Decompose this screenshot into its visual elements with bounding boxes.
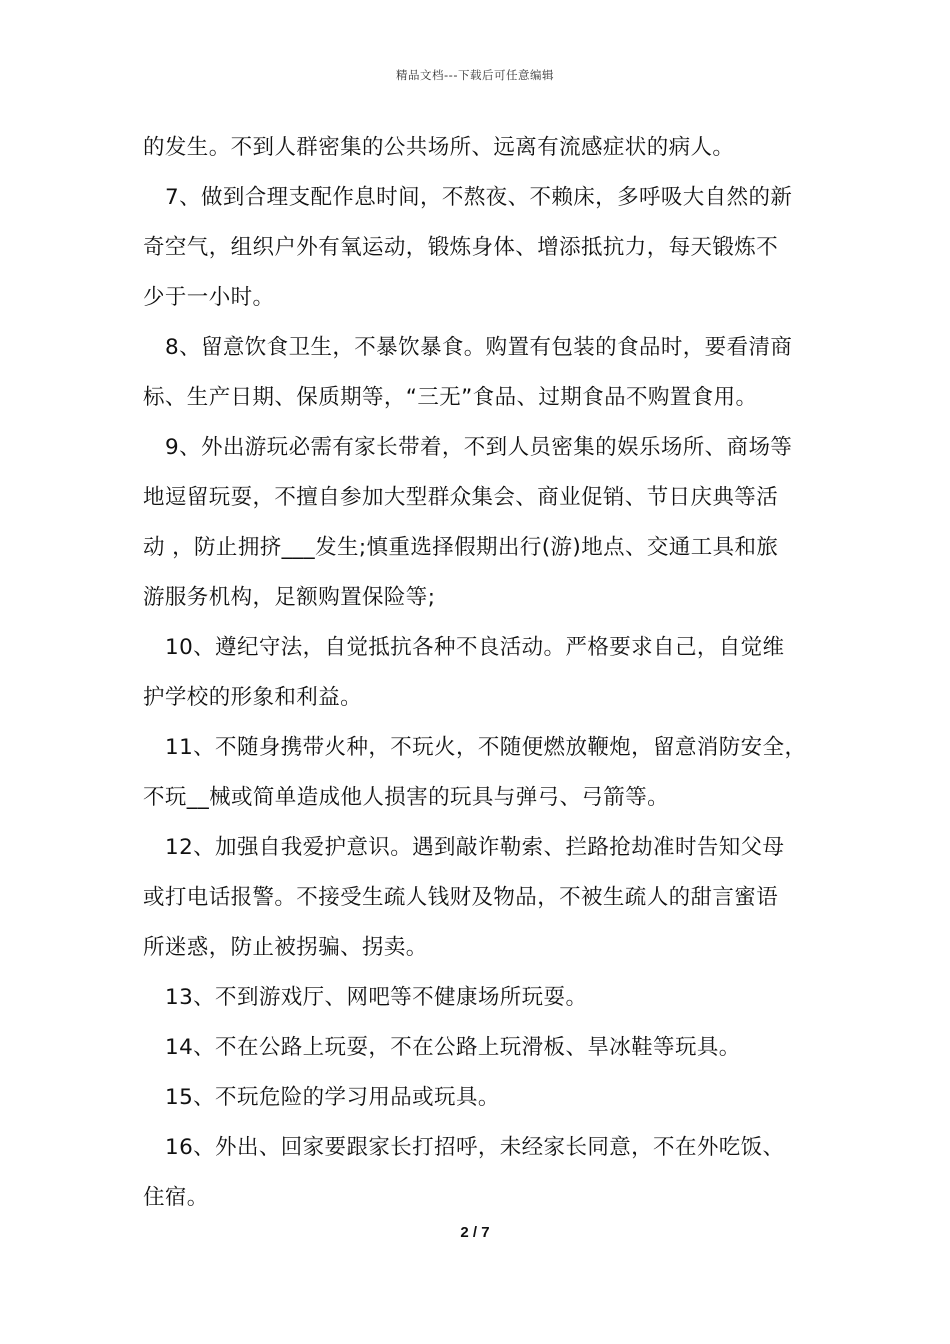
item-11-line-2: 不玩__械或简单造成他人损害的玩具与弹弓、弓箭等。	[143, 785, 670, 810]
item-16-line-2: 住宿。	[143, 1185, 209, 1210]
page-header: 精品文档---下载后可任意编辑	[396, 68, 554, 82]
item-9-line-4: 游服务机构，足额购置保险等;	[143, 585, 436, 610]
item-14-line-1: 14、不在公路上玩耍，不在公路上玩滑板、旱冰鞋等玩具。	[165, 1035, 741, 1060]
item-15-line-1: 15、不玩危险的学习用品或玩具。	[165, 1085, 500, 1110]
document-body	[143, 123, 813, 1223]
item-10-line-2: 护学校的形象和利益。	[143, 685, 363, 710]
item-9-line-3: 动 ，防止拥挤___发生;慎重选择假期出行(游)地点、交通工具和旅	[143, 535, 779, 560]
item-7-line-2: 奇空气，组织户外有氧运动，锻炼身体、增添抵抗力，每天锻炼不	[143, 235, 779, 260]
item-8-line-2: 标、生产日期、保质期等，“三无”食品、过期食品不购置食用。	[143, 385, 758, 410]
item-13-line-1: 13、不到游戏厅、网吧等不健康场所玩耍。	[165, 985, 588, 1010]
item-9-line-2: 地逗留玩耍，不擅自参加大型群众集会、商业促销、节日庆典等活	[143, 485, 779, 510]
item-12-line-1: 12、加强自我爱护意识。遇到敲诈勒索、拦路抢劫准时告知父母	[165, 835, 785, 860]
item-16-line-1: 16、外出、回家要跟家长打招呼，未经家长同意，不在外吃饭、	[165, 1135, 785, 1160]
text-line: 的发生。不到人群密集的公共场所、远离有流感症状的病人。	[143, 135, 735, 160]
item-10-line-1: 10、遵纪守法，自觉抵抗各种不良活动。严格要求自己，自觉维	[165, 635, 785, 660]
item-12-line-3: 所迷惑，防止被拐骗、拐卖。	[143, 935, 428, 960]
item-11-line-1: 11、不随身携带火种，不玩火，不随便燃放鞭炮，留意消防安全，	[165, 735, 807, 760]
item-7-line-3: 少于一小时。	[143, 285, 275, 310]
page-number: 2 / 7	[460, 1224, 490, 1241]
item-9-line-1: 9、外出游玩必需有家长带着，不到人员密集的娱乐场所、商场等	[165, 435, 793, 460]
item-12-line-2: 或打电话报警。不接受生疏人钱财及物品，不被生疏人的甜言蜜语	[143, 885, 779, 910]
item-8-line-1: 8、留意饮食卫生，不暴饮暴食。购置有包装的食品时，要看清商	[165, 335, 793, 360]
item-7-line-1: 7、做到合理支配作息时间，不熬夜、不赖床，多呼吸大自然的新	[165, 185, 793, 210]
